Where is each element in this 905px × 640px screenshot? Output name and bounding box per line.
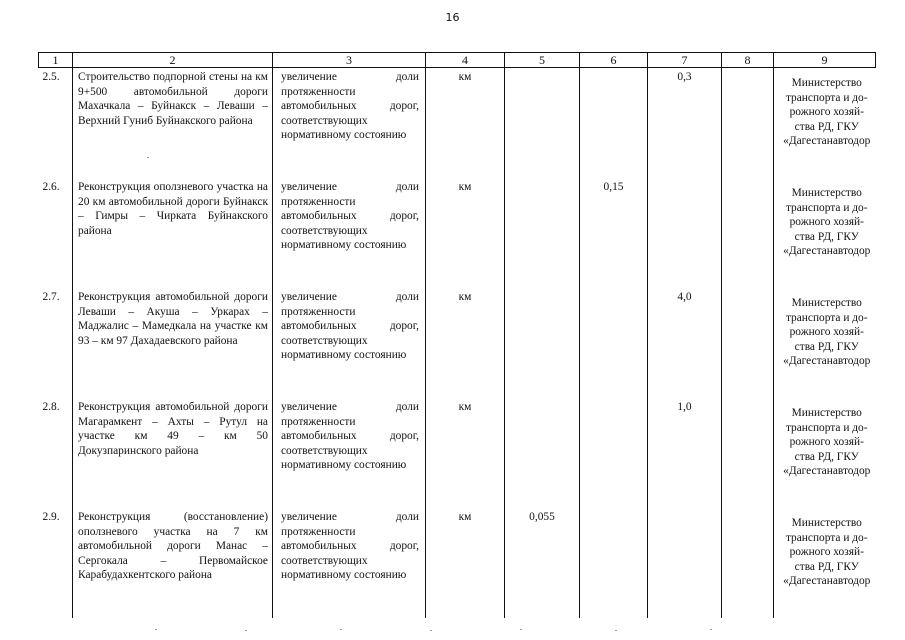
value-col5: [505, 68, 580, 179]
measure-name: Строительство подпорной стены на км 9+500 автомобильной дороги Махачкала – Буйнакск – Леваши – Верхний Гуниб Буйнакского района: [73, 68, 273, 179]
value-col5: [505, 178, 580, 288]
value-col8: [722, 68, 774, 179]
value-col7: 0,3: [648, 68, 722, 179]
executor-cell: [774, 178, 876, 288]
scan-speck: [155, 629, 157, 630]
executor-line: рожного хозяй-: [789, 106, 864, 119]
header-cell: 7: [648, 53, 722, 68]
table-row: [39, 508, 876, 618]
value-col6: [580, 398, 648, 508]
value-col8: [722, 398, 774, 508]
value-col7: 4,0: [648, 288, 722, 398]
scan-speck: [340, 629, 342, 630]
executor-line: транспорта и до-: [785, 91, 868, 104]
executor-line: «Дагестанавтодор: [783, 355, 871, 368]
executor-line: рожного хозяй-: [789, 436, 864, 449]
executor-line: «Дагестанавтодор: [783, 465, 871, 478]
indicator-text: увеличение доли протяженности автомобильных дорог, соответствующих нормативному состоянию: [273, 398, 426, 508]
indicator-text: увеличение доли протяженности автомобильных дорог, соответствующих нормативному состоянию: [273, 68, 426, 179]
executor-line: транспорта и до-: [785, 421, 868, 434]
scan-speck: [147, 157, 149, 158]
unit-cell: км: [426, 68, 505, 179]
table-header: [39, 53, 876, 68]
scan-speck: [520, 629, 522, 630]
executor-line: рожного хозяй-: [789, 326, 864, 339]
program-table: [38, 52, 876, 618]
executor-line: Министерство: [791, 77, 862, 89]
value-col8: [722, 178, 774, 288]
header-cell: 4: [426, 53, 505, 68]
executor-cell: [774, 68, 876, 179]
executor-line: рожного хозяй-: [789, 216, 864, 229]
measure-name: Реконструкция оползневого участка на 20 км автомобильной дороги Буйнакск – Гимры – Чирката Буйнакского района: [73, 178, 273, 288]
executor-cell: [774, 508, 876, 618]
measure-name: Реконструкция (восстановление) оползневого участка на 7 км автомобильной дороги Манас – Сергокала – Первомайское Карабудахкентского района: [73, 508, 273, 618]
table-row: [39, 178, 876, 288]
scan-speck: [245, 630, 247, 631]
executor-line: ства РД, ГКУ: [794, 450, 859, 463]
indicator-text: увеличение доли протяженности автомобильных дорог, соответствующих нормативному состоянию: [273, 178, 426, 288]
executor-line: рожного хозяй-: [789, 546, 864, 559]
value-col5: [505, 398, 580, 508]
header-cell: 9: [774, 53, 876, 68]
unit-cell: км: [426, 288, 505, 398]
scan-speck: [615, 630, 617, 631]
executor-line: транспорта и до-: [785, 311, 868, 324]
value-col7: [648, 178, 722, 288]
executor-line: «Дагестанавтодор: [783, 245, 871, 258]
indicator-text: увеличение доли протяженности автомобильных дорог, соответствующих нормативному состоянию: [273, 508, 426, 618]
executor-line: транспорта и до-: [785, 531, 868, 544]
table-row: [39, 398, 876, 508]
header-cell: 8: [722, 53, 774, 68]
header-cell: 3: [273, 53, 426, 68]
header-cell: 2: [73, 53, 273, 68]
row-number: 2.5.: [42, 71, 60, 83]
value-col7: [648, 508, 722, 618]
header-cell: 5: [505, 53, 580, 68]
table-row: [39, 288, 876, 398]
executor-cell: [774, 398, 876, 508]
executor-line: транспорта и до-: [785, 201, 868, 214]
row-number: 2.6.: [42, 181, 60, 193]
executor-line: Министерство: [791, 187, 862, 199]
value-col7: 1,0: [648, 398, 722, 508]
executor-line: Министерство: [791, 407, 862, 419]
executor-line: ства РД, ГКУ: [794, 230, 859, 243]
row-number: 2.7.: [42, 291, 60, 303]
scan-speck: [710, 629, 712, 630]
page-number: 16: [445, 11, 460, 24]
unit-cell: км: [426, 178, 505, 288]
executor-line: «Дагестанавтодор: [783, 135, 871, 148]
executor-line: ства РД, ГКУ: [794, 340, 859, 353]
indicator-text: увеличение доли протяженности автомобильных дорог, соответствующих нормативному состоянию: [273, 288, 426, 398]
value-col5: [505, 288, 580, 398]
value-col8: [722, 288, 774, 398]
scan-speck: [430, 630, 432, 631]
unit-cell: км: [426, 398, 505, 508]
executor-line: Министерство: [791, 297, 862, 309]
value-col6: [580, 288, 648, 398]
executor-cell: [774, 288, 876, 398]
executor-line: ства РД, ГКУ: [794, 120, 859, 133]
header-cell: 6: [580, 53, 648, 68]
table-row: [39, 68, 876, 179]
measure-name: Реконструкция автомобильной дороги Магарамкент – Ахты – Рутул на участке км 49 – км 50 Докузпаринского района: [73, 398, 273, 508]
executor-line: «Дагестанавтодор: [783, 575, 871, 588]
value-col6: 0,15: [580, 178, 648, 288]
unit-cell: км: [426, 508, 505, 618]
row-number: 2.9.: [42, 511, 60, 523]
measure-name: Реконструкция автомобильной дороги Леваши – Акуша – Уркарах – Маджалис – Мамедкала на участке км 93 – км 97 Дахадаевского района: [73, 288, 273, 398]
value-col8: [722, 508, 774, 618]
header-cell: 1: [39, 53, 73, 68]
value-col6: [580, 508, 648, 618]
executor-line: ства РД, ГКУ: [794, 560, 859, 573]
row-number: 2.8.: [42, 401, 60, 413]
executor-line: Министерство: [791, 517, 862, 529]
value-col6: [580, 68, 648, 179]
value-col5: 0,055: [505, 508, 580, 618]
